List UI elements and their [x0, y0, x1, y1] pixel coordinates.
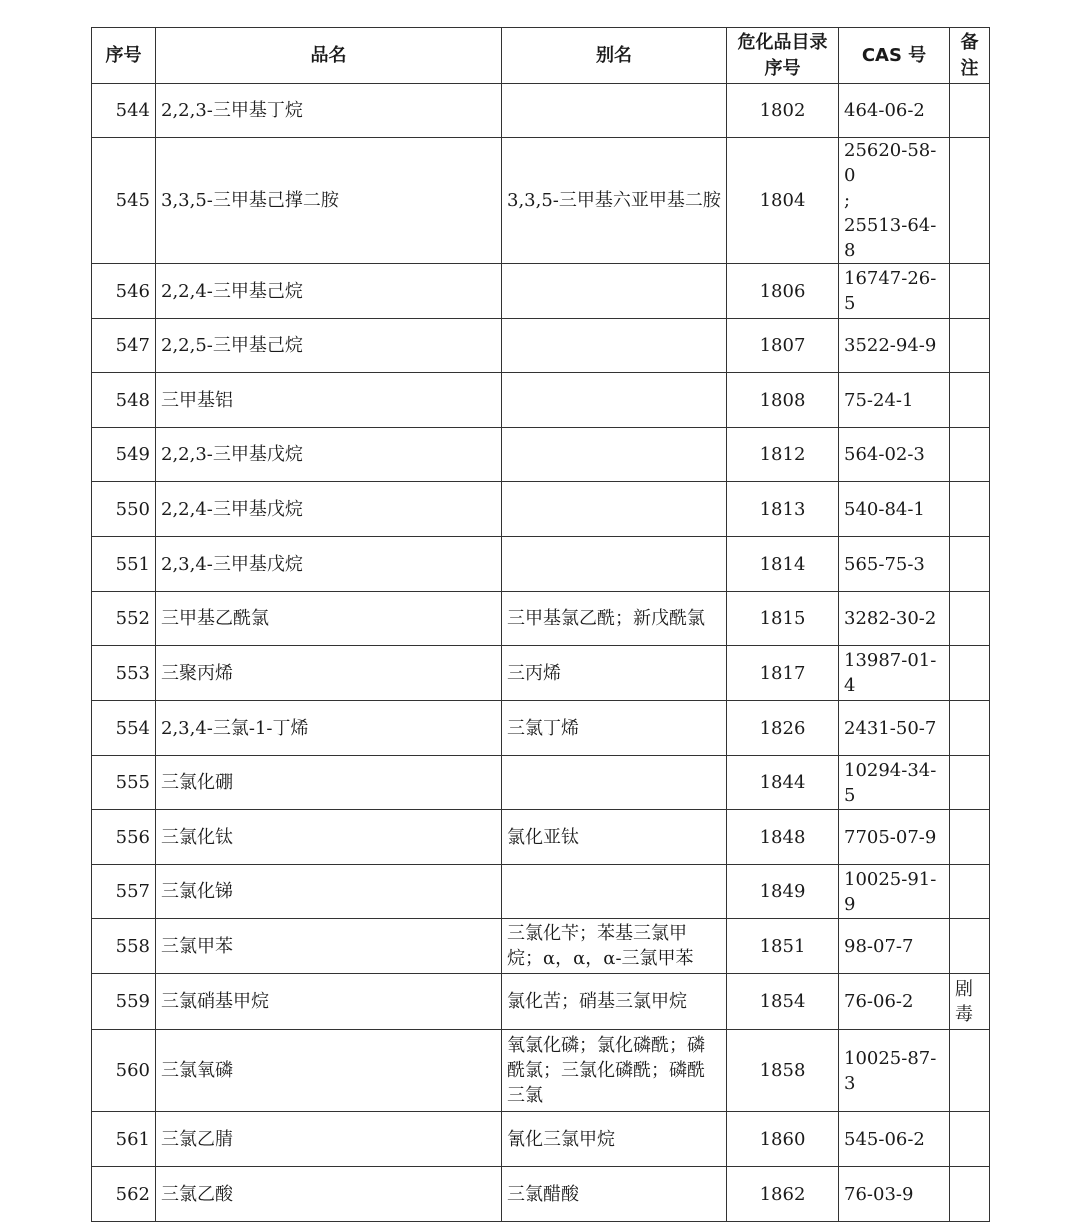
row-number: 560: [92, 1030, 156, 1112]
chemical-name: 三氯乙腈: [156, 1112, 502, 1167]
remark: [950, 865, 990, 919]
remark: [950, 756, 990, 810]
remark: [950, 646, 990, 701]
remark: [950, 373, 990, 428]
chemical-alias: [502, 537, 727, 592]
cas-number: 10025-91-9: [839, 865, 950, 919]
row-number: 558: [92, 919, 156, 974]
header-cas: CAS 号: [839, 28, 950, 84]
row-number: 553: [92, 646, 156, 701]
table-row: [92, 84, 990, 138]
row-number: 549: [92, 428, 156, 482]
remark: [950, 810, 990, 865]
row-number: 550: [92, 482, 156, 537]
row-number: 557: [92, 865, 156, 919]
catalog-number: 1814: [727, 537, 839, 592]
chemical-alias: 氰化三氯甲烷: [502, 1112, 727, 1167]
table-row: [92, 1167, 990, 1222]
chemical-name: 三甲基乙酰氯: [156, 592, 502, 646]
cas-number: 10294-34-5: [839, 756, 950, 810]
chemical-name: 2,2,4-三甲基戊烷: [156, 482, 502, 537]
remark: [950, 264, 990, 319]
chemical-alias: 氧氯化磷；氯化磷酰；磷酰氯；三氯化磷酰；磷酰三氯: [502, 1030, 727, 1112]
header-no: 序号: [92, 28, 156, 84]
row-number: 562: [92, 1167, 156, 1222]
table-row: [92, 1112, 990, 1167]
cas-number: 564-02-3: [839, 428, 950, 482]
table-row: [92, 373, 990, 428]
chemical-alias: 三氯丁烯: [502, 701, 727, 756]
catalog-number: 1802: [727, 84, 839, 138]
chemical-name: 2,2,5-三甲基己烷: [156, 319, 502, 373]
chemical-name: 三氯硝基甲烷: [156, 974, 502, 1030]
row-number: 545: [92, 138, 156, 264]
row-number: 561: [92, 1112, 156, 1167]
hazardous-chemicals-table: [91, 27, 990, 1222]
remark: [950, 1030, 990, 1112]
remark: [950, 537, 990, 592]
chemical-alias: 三氯化苄；苯基三氯甲烷；α，α，α-三氯甲苯: [502, 919, 727, 974]
cas-number: 13987-01-4: [839, 646, 950, 701]
chemical-name: 2,3,4-三氯-1-丁烯: [156, 701, 502, 756]
remark: [950, 84, 990, 138]
chemical-name: 3,3,5-三甲基己撑二胺: [156, 138, 502, 264]
row-number: 552: [92, 592, 156, 646]
chemical-name: 三氯化硼: [156, 756, 502, 810]
table-row: [92, 264, 990, 319]
table-row: [92, 482, 990, 537]
cas-number: 76-03-9: [839, 1167, 950, 1222]
chemical-name: 三氯甲苯: [156, 919, 502, 974]
row-number: 556: [92, 810, 156, 865]
cas-number: 565-75-3: [839, 537, 950, 592]
remark: [950, 592, 990, 646]
header-note: 备 注: [950, 28, 990, 84]
chemical-alias: 氯化亚钛: [502, 810, 727, 865]
cas-number: 76-06-2: [839, 974, 950, 1030]
catalog-number: 1854: [727, 974, 839, 1030]
header-catalog-no: 危化品目录 序号: [727, 28, 839, 84]
catalog-number: 1848: [727, 810, 839, 865]
row-number: 548: [92, 373, 156, 428]
chemical-alias: [502, 482, 727, 537]
catalog-number: 1813: [727, 482, 839, 537]
catalog-number: 1862: [727, 1167, 839, 1222]
cas-number: 25620-58-0 ; 25513-64-8: [839, 138, 950, 264]
row-number: 559: [92, 974, 156, 1030]
cas-number: 10025-87-3: [839, 1030, 950, 1112]
chemical-alias: [502, 264, 727, 319]
table-row: [92, 919, 990, 974]
cas-number: 98-07-7: [839, 919, 950, 974]
catalog-number: 1844: [727, 756, 839, 810]
remark: [950, 138, 990, 264]
catalog-number: 1817: [727, 646, 839, 701]
row-number: 546: [92, 264, 156, 319]
table-row: [92, 592, 990, 646]
catalog-number: 1851: [727, 919, 839, 974]
cas-number: 540-84-1: [839, 482, 950, 537]
chemical-alias: 三甲基氯乙酰；新戊酰氯: [502, 592, 727, 646]
table-row: [92, 974, 990, 1030]
chemical-alias: 氯化苦；硝基三氯甲烷: [502, 974, 727, 1030]
chemical-alias: [502, 373, 727, 428]
remark: [950, 701, 990, 756]
header-alias: 别名: [502, 28, 727, 84]
row-number: 547: [92, 319, 156, 373]
table-row: [92, 646, 990, 701]
chemical-name: 三聚丙烯: [156, 646, 502, 701]
catalog-number: 1812: [727, 428, 839, 482]
remark: [950, 482, 990, 537]
chemical-name: 三氯化钛: [156, 810, 502, 865]
catalog-number: 1807: [727, 319, 839, 373]
table-row: [92, 865, 990, 919]
catalog-number: 1808: [727, 373, 839, 428]
remark: [950, 919, 990, 974]
chemical-alias: [502, 865, 727, 919]
remark: [950, 1167, 990, 1222]
catalog-number: 1860: [727, 1112, 839, 1167]
catalog-number: 1806: [727, 264, 839, 319]
remark: [950, 1112, 990, 1167]
cas-number: 545-06-2: [839, 1112, 950, 1167]
chemical-alias: 三丙烯: [502, 646, 727, 701]
chemical-alias: [502, 428, 727, 482]
chemical-name: 三氯乙酸: [156, 1167, 502, 1222]
table-row: [92, 537, 990, 592]
cas-number: 3522-94-9: [839, 319, 950, 373]
table-row: [92, 756, 990, 810]
table-row: [92, 319, 990, 373]
chemical-name: 三甲基铝: [156, 373, 502, 428]
header-name: 品名: [156, 28, 502, 84]
cas-number: 2431-50-7: [839, 701, 950, 756]
table-row: [92, 1030, 990, 1112]
catalog-number: 1849: [727, 865, 839, 919]
catalog-number: 1815: [727, 592, 839, 646]
table-row: [92, 428, 990, 482]
table-row: [92, 138, 990, 264]
chemical-name: 2,2,4-三甲基己烷: [156, 264, 502, 319]
chemical-alias: 三氯醋酸: [502, 1167, 727, 1222]
chemical-alias: 3,3,5-三甲基六亚甲基二胺: [502, 138, 727, 264]
catalog-number: 1804: [727, 138, 839, 264]
chemical-name: 三氯氧磷: [156, 1030, 502, 1112]
cas-number: 3282-30-2: [839, 592, 950, 646]
chemical-alias: [502, 756, 727, 810]
remark: 剧 毒: [950, 974, 990, 1030]
cas-number: 16747-26-5: [839, 264, 950, 319]
row-number: 555: [92, 756, 156, 810]
table-header-row: [92, 28, 990, 84]
table-row: [92, 810, 990, 865]
cas-number: 464-06-2: [839, 84, 950, 138]
chemical-alias: [502, 84, 727, 138]
chemical-name: 2,2,3-三甲基丁烷: [156, 84, 502, 138]
chemical-name: 2,3,4-三甲基戊烷: [156, 537, 502, 592]
chemical-name: 三氯化锑: [156, 865, 502, 919]
row-number: 544: [92, 84, 156, 138]
chemical-alias: [502, 319, 727, 373]
table-row: [92, 701, 990, 756]
row-number: 551: [92, 537, 156, 592]
remark: [950, 319, 990, 373]
catalog-number: 1826: [727, 701, 839, 756]
catalog-number: 1858: [727, 1030, 839, 1112]
remark: [950, 428, 990, 482]
cas-number: 75-24-1: [839, 373, 950, 428]
chemical-name: 2,2,3-三甲基戊烷: [156, 428, 502, 482]
cas-number: 7705-07-9: [839, 810, 950, 865]
row-number: 554: [92, 701, 156, 756]
